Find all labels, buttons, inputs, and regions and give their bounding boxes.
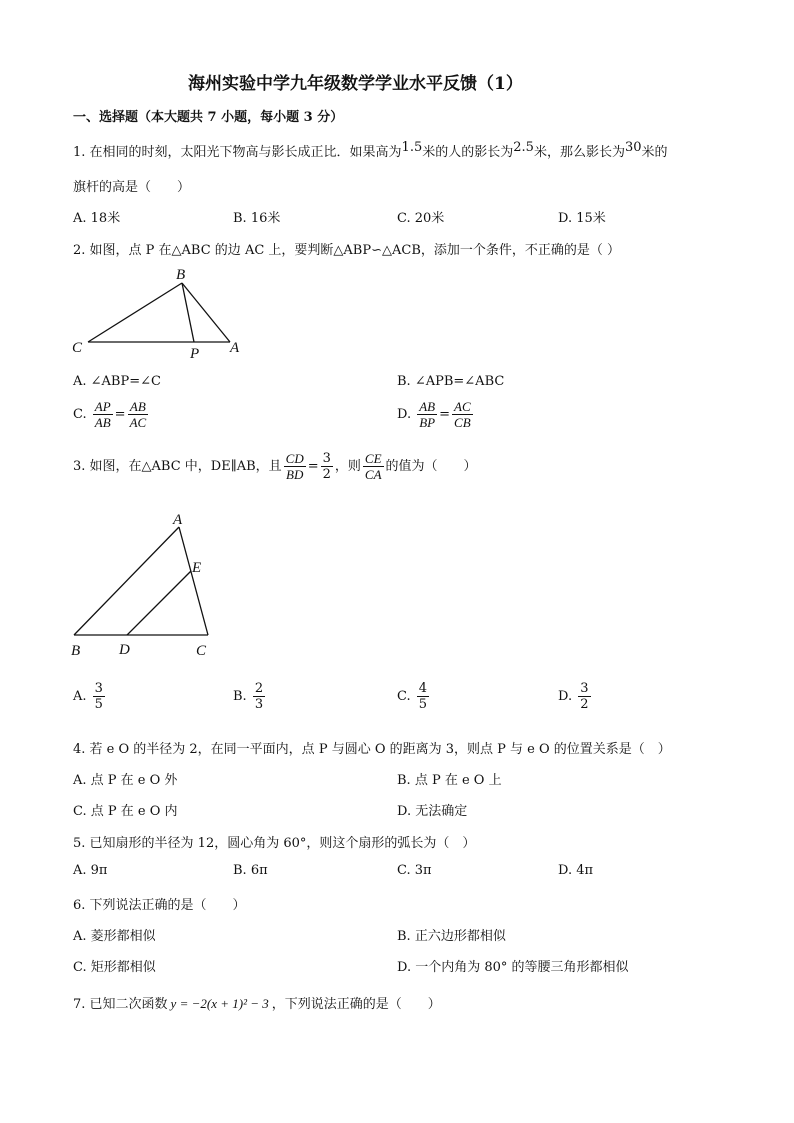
q2-label-a: A xyxy=(230,340,240,356)
question-3 xyxy=(73,451,477,482)
q3-option-d xyxy=(558,681,593,712)
q2-option-d-fraction-2 xyxy=(452,399,473,430)
q3-fraction-cd-bd xyxy=(284,451,306,482)
q3-option-a xyxy=(73,681,107,712)
q3-fraction-3-2 xyxy=(321,451,333,482)
q1-option-d: D. 15米 xyxy=(558,211,606,226)
denominator: BD xyxy=(286,467,304,482)
q5-option-a: A. 9π xyxy=(73,863,108,878)
equals-sign: = xyxy=(114,407,126,422)
numerator: AB xyxy=(419,399,436,414)
q3-fraction-ce-ca xyxy=(363,451,384,482)
q1-value-3: 30 xyxy=(624,140,642,155)
q2-option-c-fraction-2 xyxy=(128,399,149,430)
page-title: 海州实验中学九年级数学学业水平反馈（1） xyxy=(188,74,523,94)
denominator: AC xyxy=(129,415,147,430)
denominator: 2 xyxy=(322,467,331,482)
numerator: 3 xyxy=(94,681,103,696)
q4-option-a: A. 点 P 在 e O 外 xyxy=(73,773,178,788)
equals-sign: = xyxy=(307,459,319,474)
denominator: CA xyxy=(364,467,382,482)
q2-option-d-fraction-1 xyxy=(417,399,437,430)
numerator: 3 xyxy=(322,451,331,466)
q2-option-d-prefix: D. xyxy=(397,407,412,422)
numerator: CE xyxy=(364,451,382,466)
q2-option-c-prefix: C. xyxy=(73,407,87,422)
q7-text-b: ，下列说法正确的是（ ） xyxy=(271,997,441,1012)
q3-option-d-fraction xyxy=(578,681,590,712)
q1-text-b: 米的人的影长为 xyxy=(422,145,514,160)
q3-edge-ab xyxy=(74,527,179,635)
q3-triangle-figure xyxy=(60,505,230,665)
numerator: 2 xyxy=(254,681,264,696)
denominator: BP xyxy=(419,415,436,430)
q1-option-c: C. 20米 xyxy=(397,211,445,226)
q4-option-c: C. 点 P 在 e O 内 xyxy=(73,804,178,819)
q2-edge-bp xyxy=(182,283,194,342)
q6-option-d: D. 一个内角为 80° 的等腰三角形都相似 xyxy=(397,960,629,975)
q3-label-c: C xyxy=(196,643,207,659)
numerator: AC xyxy=(454,399,471,414)
q2-option-c xyxy=(73,399,150,430)
q5-option-b: B. 6π xyxy=(233,863,268,878)
q3-label-e: E xyxy=(192,560,202,576)
question-4: 4. 若 e O 的半径为 2，在同一平面内，点 P 与圆心 O 的距离为 3，则点 P 与 e O 的位置关系是（ ） xyxy=(73,742,671,757)
q3-option-b-fraction xyxy=(253,681,265,712)
q3-text-a: 3. 如图，在△ABC 中，DE∥AB，且 xyxy=(73,459,282,474)
question-2: 2. 如图，点 P 在△ABC 的边 AC 上，要判断△ABP∽△ACB，添加一个条件，不正确的是（ ） xyxy=(73,243,621,258)
numerator: AP xyxy=(94,399,111,414)
q1-text-c: 米，那么影长为 xyxy=(533,145,625,160)
q5-option-d: D. 4π xyxy=(558,863,594,878)
q2-label-b: B xyxy=(176,267,186,283)
q2-triangle-figure xyxy=(60,260,260,365)
q3-label-a: A xyxy=(173,512,183,528)
question-5: 5. 已知扇形的半径为 12，圆心角为 60°，则这个扇形的弧长为（ ） xyxy=(73,836,476,851)
denominator: AB xyxy=(94,415,111,430)
q2-label-c: C xyxy=(72,340,83,356)
q3-edge-ac xyxy=(179,527,208,635)
denominator: 5 xyxy=(94,697,103,712)
q6-option-a: A. 菱形都相似 xyxy=(73,929,156,944)
q5-option-c: C. 3π xyxy=(397,863,432,878)
q3-option-b-prefix: B. xyxy=(233,689,247,704)
q3-option-b xyxy=(233,681,267,712)
q2-option-c-fraction-1 xyxy=(93,399,113,430)
q3-label-d: D xyxy=(119,642,130,658)
q6-option-b: B. 正六边形都相似 xyxy=(397,929,506,944)
question-1-line2: 旗杆的高是（ ） xyxy=(73,180,191,195)
equals-sign: = xyxy=(439,407,451,422)
q3-option-c-fraction xyxy=(417,681,429,712)
question-6: 6. 下列说法正确的是（ ） xyxy=(73,898,246,913)
q3-edge-de xyxy=(127,571,191,635)
q3-text-b: ，则 xyxy=(334,459,361,474)
q1-value-2: 2.5 xyxy=(513,140,534,155)
question-7 xyxy=(73,993,441,1012)
denominator: 5 xyxy=(418,697,428,712)
numerator: 4 xyxy=(418,681,428,696)
q1-text-a: 1. 在相同的时刻，太阳光下物高与影长成正比．如果高为 xyxy=(73,145,402,160)
denominator: CB xyxy=(454,415,471,430)
q2-option-a: A. ∠ABP=∠C xyxy=(73,374,161,389)
q1-text-d: 米的 xyxy=(641,145,668,160)
numerator: 3 xyxy=(580,681,589,696)
q3-label-b: B xyxy=(71,643,81,659)
q2-label-p: P xyxy=(190,346,200,362)
q1-option-b: B. 16米 xyxy=(233,211,281,226)
q1-option-a: A. 18米 xyxy=(73,211,121,226)
q3-text-c: 的值为（ ） xyxy=(385,459,477,474)
q3-option-d-prefix: D. xyxy=(558,689,573,704)
q6-option-c: C. 矩形都相似 xyxy=(73,960,156,975)
q7-formula: y = −2(x + 1)² − 3 xyxy=(170,996,269,1011)
q1-value-1: 1.5 xyxy=(401,140,423,155)
q2-edge-cb xyxy=(88,283,182,342)
q7-text-a: 7. 已知二次函数 xyxy=(73,997,168,1012)
denominator: 3 xyxy=(254,697,264,712)
q2-edge-ba xyxy=(182,283,230,342)
numerator: CD xyxy=(285,451,304,466)
section-heading: 一、选择题（本大题共 7 小题，每小题 3 分） xyxy=(73,110,344,125)
q3-option-c-prefix: C. xyxy=(397,689,411,704)
q2-option-d xyxy=(397,399,475,430)
q3-option-c xyxy=(397,681,431,712)
q3-option-a-fraction xyxy=(93,681,105,712)
question-1 xyxy=(73,141,668,160)
q4-option-b: B. 点 P 在 e O 上 xyxy=(397,773,502,788)
q4-option-d: D. 无法确定 xyxy=(397,804,468,819)
denominator: 2 xyxy=(580,697,589,712)
numerator: AB xyxy=(129,399,146,414)
q2-option-b: B. ∠APB=∠ABC xyxy=(397,374,505,389)
q3-option-a-prefix: A. xyxy=(73,689,87,704)
